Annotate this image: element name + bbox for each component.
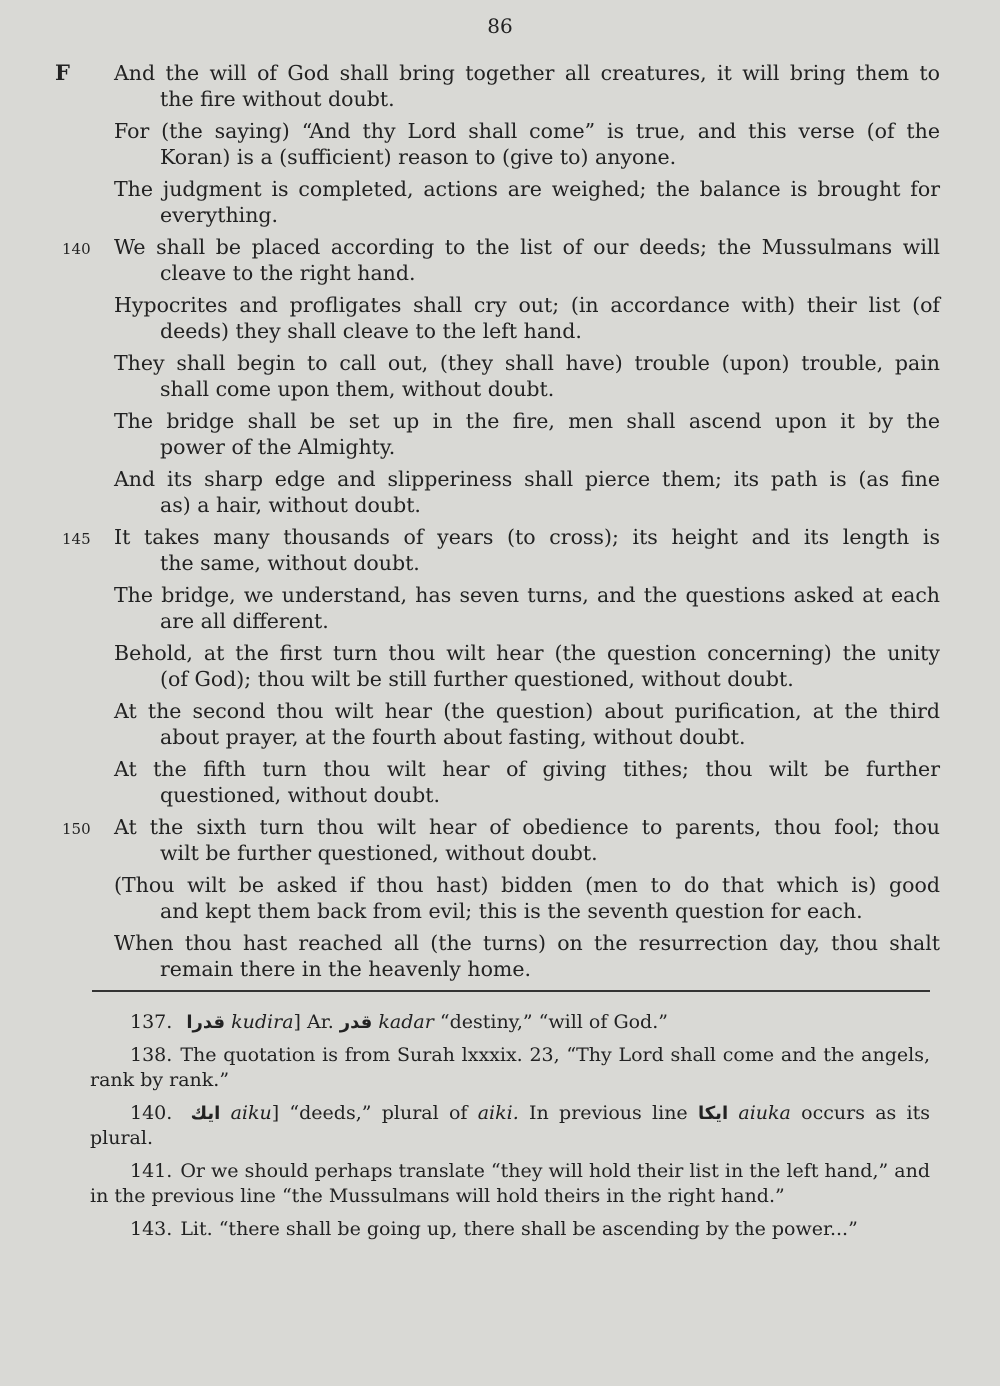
verse xyxy=(114,176,940,228)
verse-line: The bridge shall be set up in the fire, men shall ascend upon it by the xyxy=(114,409,940,433)
verse xyxy=(114,930,940,982)
verse-line: And its sharp edge and slipperiness shall pierce them; its path is (as fine xyxy=(114,467,940,491)
footnote-138 xyxy=(90,1043,930,1093)
transliteration: kudira xyxy=(231,1011,294,1033)
verse-line: At the fifth turn thou wilt hear of giving tithes; thou wilt be further xyxy=(114,757,940,781)
arabic-word: ایك xyxy=(190,1103,221,1124)
footnote-number: 137. xyxy=(130,1011,173,1033)
line-number: 150 xyxy=(62,820,91,838)
verse-line-continuation: about prayer, at the fourth about fasting, without doubt. xyxy=(160,725,746,749)
verse xyxy=(114,60,940,112)
verse-list xyxy=(0,60,1000,988)
line-number: 145 xyxy=(62,530,91,548)
verse xyxy=(114,872,940,924)
verse-line-continuation: shall come upon them, without doubt. xyxy=(160,377,555,401)
verse-line-continuation: are all different. xyxy=(160,609,329,633)
verse-line-continuation: power of the Almighty. xyxy=(160,435,396,459)
arabic-word: ایکا xyxy=(697,1103,729,1124)
verse-line: It takes many thousands of years (to cross); its height and its length is xyxy=(114,525,940,549)
footnote-number: 141. xyxy=(130,1160,173,1182)
transliteration: kadar xyxy=(378,1011,434,1033)
footnotes xyxy=(90,1010,930,1250)
verse-line: At the sixth turn thou wilt hear of obedience to parents, thou fool; thou xyxy=(114,815,940,839)
verse-line-continuation: the same, without doubt. xyxy=(160,551,420,575)
verse-line-continuation: the fire without doubt. xyxy=(160,87,395,111)
verse xyxy=(114,698,940,750)
verse xyxy=(114,466,940,518)
verse xyxy=(114,640,940,692)
verse-line-continuation: cleave to the right hand. xyxy=(160,261,416,285)
footnote-text: “destiny,” “will of God.” xyxy=(439,1011,668,1033)
verse xyxy=(114,756,940,808)
verse-line: Hypocrites and profligates shall cry out; (in accordance with) their list (of xyxy=(114,293,940,317)
verse xyxy=(62,234,940,286)
section-mark: F xyxy=(55,60,70,85)
footnote-text: In previous line xyxy=(529,1102,688,1124)
verse-line: When thou hast reached all (the turns) on the resurrection day, thou shalt xyxy=(114,931,940,955)
footnote-143 xyxy=(90,1217,930,1242)
verse xyxy=(114,582,940,634)
verse-line-continuation: wilt be further questioned, without doubt. xyxy=(160,841,598,865)
footnote-number: 138. xyxy=(130,1044,173,1066)
verse xyxy=(62,524,940,576)
arabic-word: قدرا xyxy=(186,1012,226,1033)
verse-line: At the second thou wilt hear (the question) about purification, at the third xyxy=(114,699,940,723)
verse-line: Behold, at the first turn thou wilt hear (the question concerning) the unity xyxy=(114,641,940,665)
arabic-word: قدر xyxy=(339,1012,373,1033)
verse-line: The bridge, we understand, has seven turns, and the questions asked at each xyxy=(114,583,940,607)
verse xyxy=(114,118,940,170)
verse-line-continuation: Koran) is a (sufficient) reason to (give to) anyone. xyxy=(160,145,677,169)
verse-line-continuation: everything. xyxy=(160,203,279,227)
footnote-number: 143. xyxy=(130,1218,173,1240)
footnote-text: ] Ar. xyxy=(293,1011,334,1033)
verse xyxy=(114,292,940,344)
footnote-text: Lit. “there shall be going up, there shall be ascending by the power...” xyxy=(180,1218,858,1240)
footnote-divider xyxy=(92,990,930,992)
verse-line: For (the saying) “And thy Lord shall come” is true, and this verse (of the xyxy=(114,119,940,143)
verse xyxy=(62,814,940,866)
page-number: 86 xyxy=(487,14,513,38)
transliteration: aiuka xyxy=(738,1102,791,1124)
verse-line-continuation: deeds) they shall cleave to the left hand. xyxy=(160,319,582,343)
footnote-text: occurs as its plural. xyxy=(90,1102,931,1149)
footnote-text: ] “deeds,” plural of xyxy=(271,1102,468,1124)
verse-line: The judgment is completed, actions are weighed; the balance is brought for xyxy=(114,177,940,201)
verse-line-continuation: questioned, without doubt. xyxy=(160,783,440,807)
footnote-text: Or we should perhaps translate “they will hold their list in the left hand,” and in the previous line “the Mussulmans will hold theirs in the right hand.” xyxy=(90,1160,930,1207)
verse-line-continuation: as) a hair, without doubt. xyxy=(160,493,421,517)
transliteration: aiku xyxy=(230,1102,272,1124)
verse-line-continuation: (of God); thou wilt be still further questioned, without doubt. xyxy=(160,667,794,691)
transliteration: aiki. xyxy=(477,1102,519,1124)
line-number: 140 xyxy=(62,240,91,258)
verse-line-continuation: remain there in the heavenly home. xyxy=(160,957,532,981)
verse-line: And the will of God shall bring together all creatures, it will bring them to xyxy=(114,61,940,85)
verse-line: (Thou wilt be asked if thou hast) bidden (men to do that which is) good xyxy=(114,873,940,897)
footnote-text: The quotation is from Surah lxxxix. 23, “Thy Lord shall come and the angels, rank by rank.” xyxy=(90,1044,930,1091)
footnote-141 xyxy=(90,1159,930,1209)
verse-line: We shall be placed according to the list of our deeds; the Mussulmans will xyxy=(114,235,940,259)
footnote-137 xyxy=(90,1010,930,1035)
verse-line: They shall begin to call out, (they shall have) trouble (upon) trouble, pain xyxy=(114,351,940,375)
footnote-number: 140. xyxy=(130,1102,173,1124)
verse xyxy=(114,350,940,402)
verse xyxy=(114,408,940,460)
verse-line-continuation: and kept them back from evil; this is the seventh question for each. xyxy=(160,899,863,923)
footnote-140 xyxy=(90,1101,930,1151)
